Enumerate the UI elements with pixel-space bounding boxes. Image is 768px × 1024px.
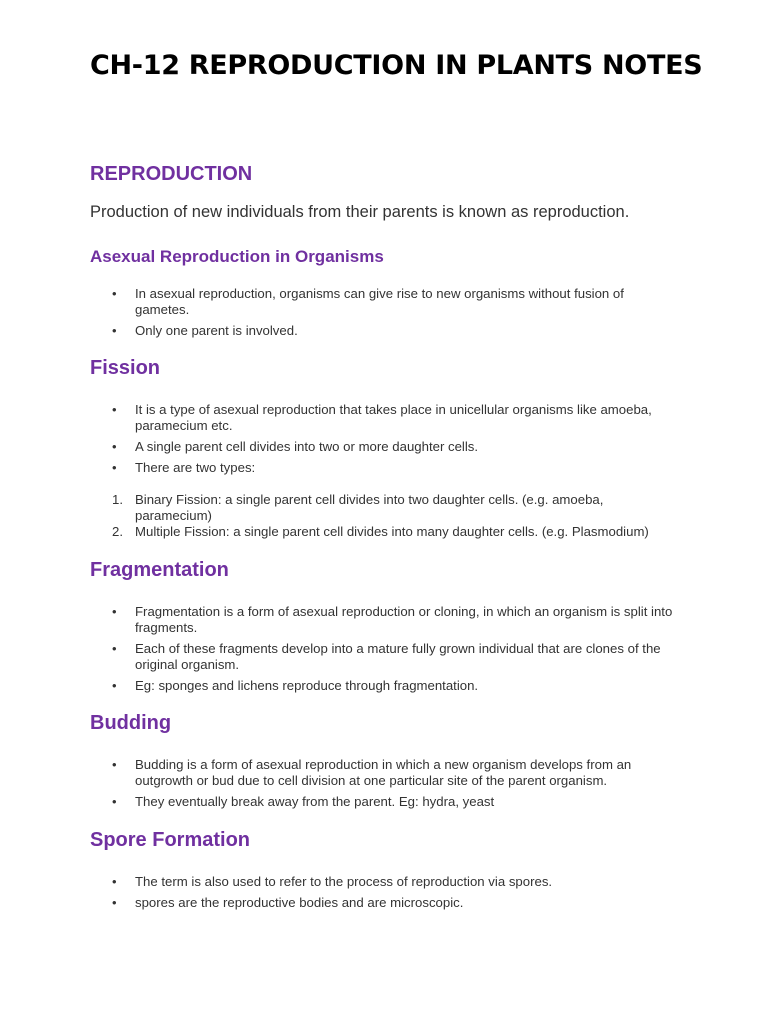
list-item: • Each of these fragments develop into a mature fully grown individual that are clones of the original organism. xyxy=(90,641,680,673)
spore-formation-heading: Spore Formation xyxy=(90,829,251,851)
list-number: 2. xyxy=(112,524,123,539)
list-item: • A single parent cell divides into two or more daughter cells. xyxy=(90,439,680,455)
asexual-list xyxy=(90,286,680,344)
list-item: • Eg: sponges and lichens reproduce through fragmentation. xyxy=(90,678,680,694)
list-text: Multiple Fission: a single parent cell divides into many daughter cells. (e.g. Plasmodium) xyxy=(135,524,649,539)
fission-heading: Fission xyxy=(90,357,161,379)
reproduction-heading: REPRODUCTION xyxy=(90,163,253,185)
fragmentation-list xyxy=(90,604,680,699)
spore-formation-list xyxy=(90,874,680,916)
document-title: CH-12 REPRODUCTION IN PLANTS NOTES xyxy=(90,50,703,81)
fission-types-list xyxy=(90,492,680,545)
list-item: • They eventually break away from the parent. Eg: hydra, yeast xyxy=(90,794,680,810)
budding-list xyxy=(90,757,680,815)
list-item: • It is a type of asexual reproduction that takes place in unicellular organisms like amoeba, paramecium etc. xyxy=(90,402,680,434)
fission-list xyxy=(90,402,680,481)
asexual-heading: Asexual Reproduction in Organisms xyxy=(90,247,384,266)
list-number: 1. xyxy=(112,492,123,507)
list-item: • The term is also used to refer to the process of reproduction via spores. xyxy=(90,874,680,890)
list-item xyxy=(90,492,680,524)
fragmentation-heading: Fragmentation xyxy=(90,559,229,581)
list-item: • Budding is a form of asexual reproduction in which a new organism develops from an outgrowth or bud due to cell division at one particular site of the parent organism. xyxy=(90,757,680,789)
list-item xyxy=(90,524,680,540)
list-item: • There are two types: xyxy=(90,460,680,476)
list-item: • spores are the reproductive bodies and are microscopic. xyxy=(90,895,680,911)
reproduction-definition: Production of new individuals from their parents is known as reproduction. xyxy=(90,203,630,221)
list-item: • Fragmentation is a form of asexual reproduction or cloning, in which an organism is split into fragments. xyxy=(90,604,680,636)
list-text: Binary Fission: a single parent cell divides into two daughter cells. (e.g. amoeba, paramecium) xyxy=(135,492,604,523)
list-item: • In asexual reproduction, organisms can give rise to new organisms without fusion of gametes. xyxy=(90,286,680,318)
list-item: • Only one parent is involved. xyxy=(90,323,680,339)
budding-heading: Budding xyxy=(90,712,172,734)
